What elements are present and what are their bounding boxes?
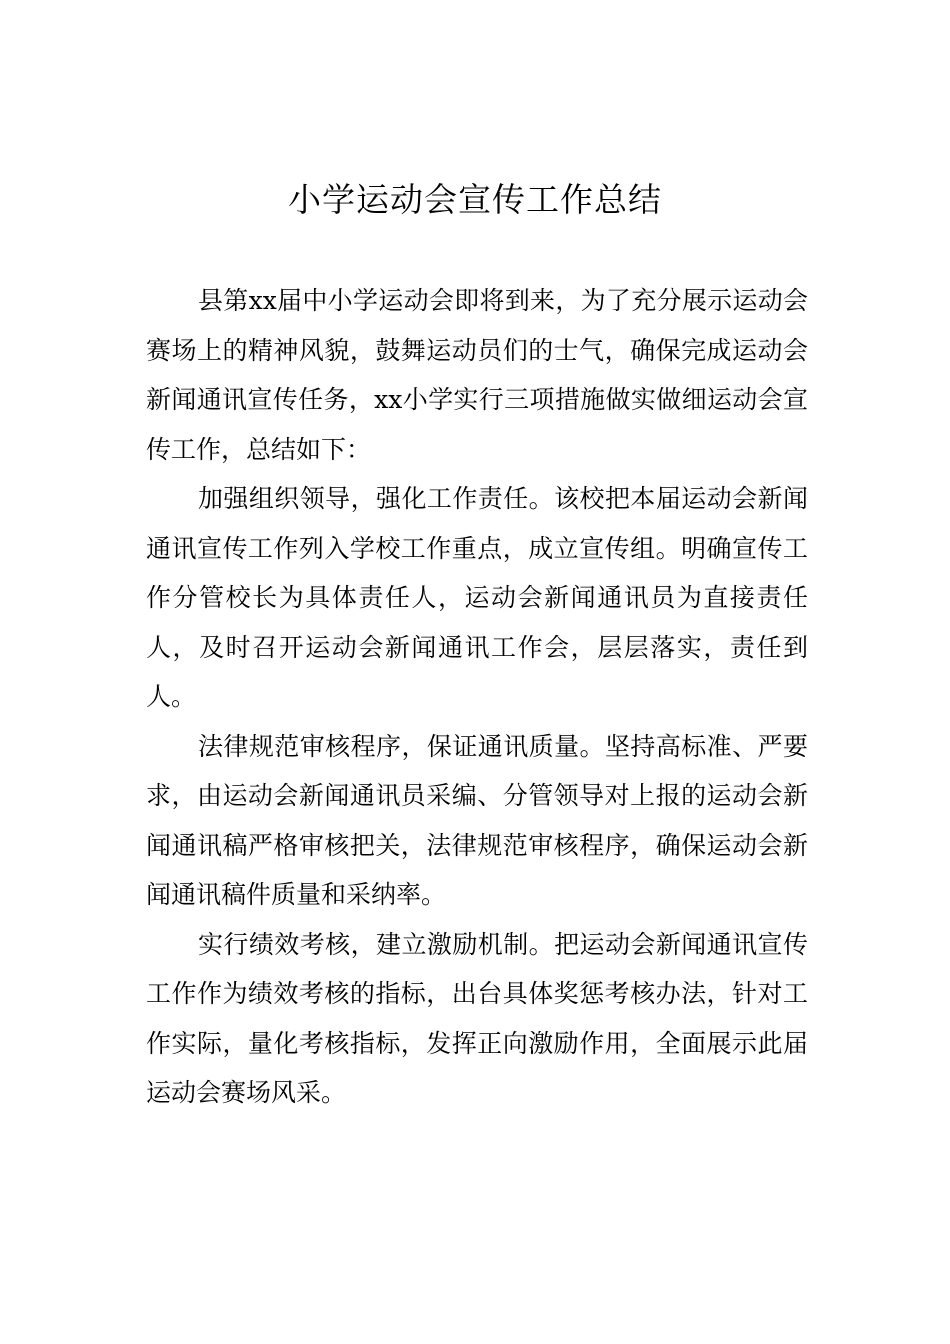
paragraph-review: 法律规范审核程序，保证通讯质量。坚持高标准、严要求，由运动会新闻通讯员采编、分管领导对上报的运动会新闻通讯稿严格审核把关，法律规范审核程序，确保运动会新闻通讯稿件质量和采纳率。: [146, 731, 808, 909]
paragraph-assessment: 实行绩效考核，建立激励机制。把运动会新闻通讯宣传工作作为绩效考核的指标，出台具体奖惩考核办法，针对工作实际，量化考核指标，发挥正向激励作用，全面展示此届运动会赛场风采。: [146, 929, 808, 1107]
paragraph-intro: 县第xx届中小学运动会即将到来，为了充分展示运动会赛场上的精神风貌，鼓舞运动员们的士气，确保完成运动会新闻通讯宣传任务，xx小学实行三项措施做实做细运动会宣传工作，总结如下：: [146, 286, 808, 464]
document-body: [146, 276, 808, 1118]
document-title: 小学运动会宣传工作总结: [288, 180, 662, 219]
paragraph-organization: 加强组织领导，强化工作责任。该校把本届运动会新闻通讯宣传工作列入学校工作重点，成立宣传组。明确宣传工作分管校长为具体责任人，运动会新闻通讯员为直接责任人，及时召开运动会新闻通讯工作会，层层落实，责任到人。: [146, 484, 808, 711]
